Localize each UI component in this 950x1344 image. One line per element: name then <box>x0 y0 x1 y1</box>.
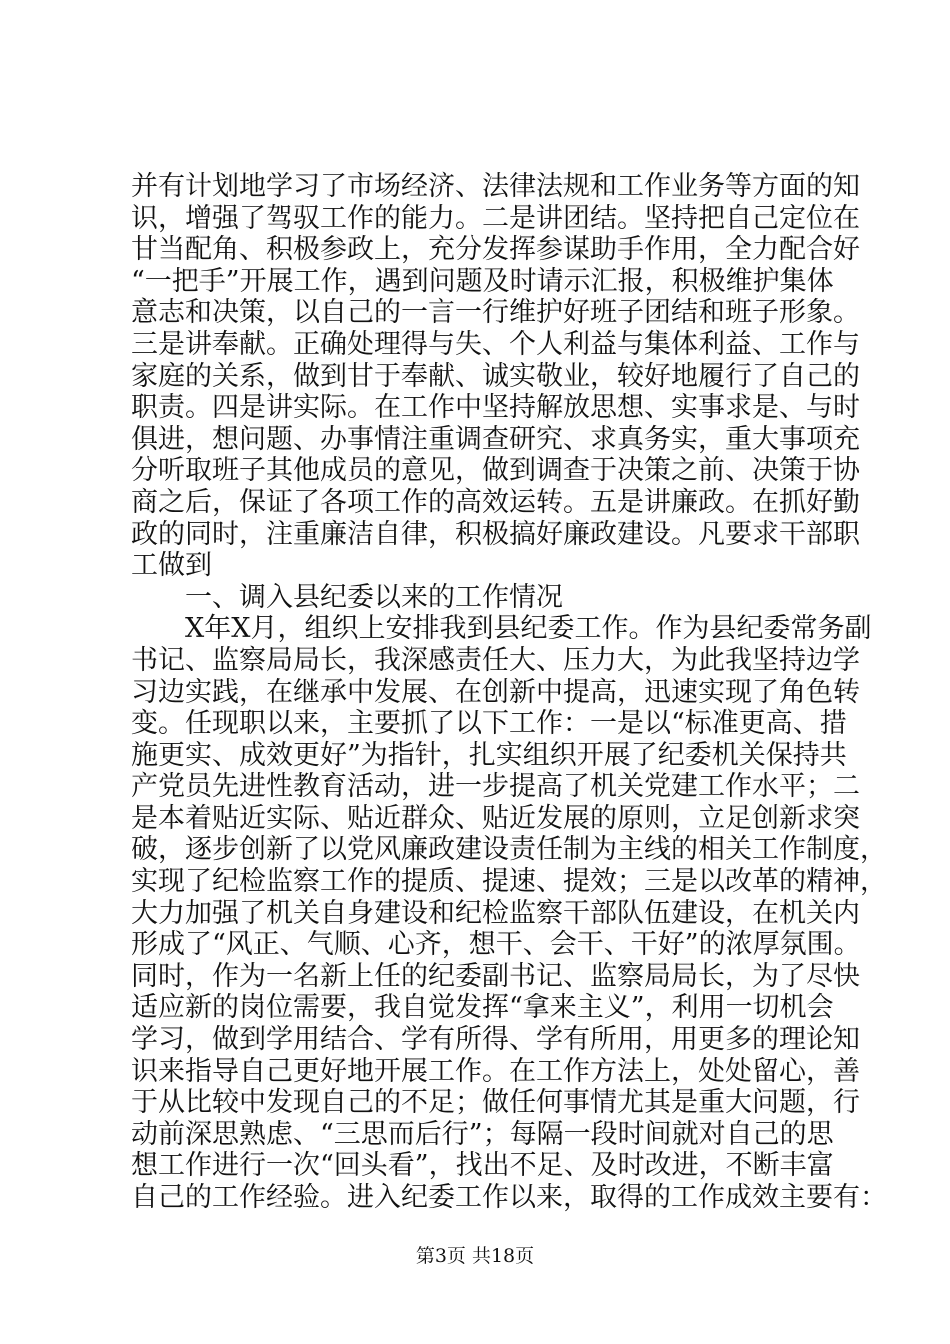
text-line: 商之后，保证了各项工作的高效运转。五是讲廉政。在抓好勤 <box>131 486 860 518</box>
body-text <box>131 171 887 1214</box>
text-line: 动前深思熟虑、“三思而后行”；每隔一段时间就对自己的思 <box>131 1118 834 1150</box>
text-line: 变。任现职以来，主要抓了以下工作：一是以“标准更高、措 <box>131 708 847 740</box>
text-line: 俱进，想问题、办事情注重调查研究、求真务实，重大事项充 <box>131 423 860 455</box>
text-line: 三是讲奉献。正确处理得与失、个人利益与集体利益、工作与 <box>131 328 860 360</box>
text-line: 同时，作为一名新上任的纪委副书记、监察局局长，为了尽快 <box>131 960 860 992</box>
text-line: 甘当配角、积极参政上，充分发挥参谋助手作用，全力配合好 <box>131 234 860 266</box>
text-line: 工做到 <box>131 550 212 582</box>
text-line: 学习，做到学用结合、学有所得、学有所用，用更多的理论知 <box>131 1024 860 1056</box>
page-footer: 第3页 共18页 <box>415 1245 535 1267</box>
text-line: 并有计划地学习了市场经济、法律法规和工作业务等方面的知 <box>131 171 860 202</box>
text-line: 是本着贴近实际、贴近群众、贴近发展的原则，立足创新求突 <box>131 802 860 834</box>
text-line: 识，增强了驾驭工作的能力。二是讲团结。坚持把自己定位在 <box>131 202 860 234</box>
text-line: 习边实践，在继承中发展、在创新中提高，迅速实现了角色转 <box>131 676 860 708</box>
text-line: 识来指导自己更好地开展工作。在工作方法上，处处留心，善 <box>131 1055 860 1087</box>
text-line: 意志和决策，以自己的一言一行维护好班子团结和班子形象。 <box>131 297 860 329</box>
text-line: “一把手”开展工作，遇到问题及时请示汇报，积极维护集体 <box>131 265 834 297</box>
text-line: 一、调入县纪委以来的工作情况 <box>131 581 563 613</box>
text-line: 形成了“风正、气顺、心齐，想干、会干、干好”的浓厚氛围。 <box>131 929 861 961</box>
text-line: 产党员先进性教育活动，进一步提高了机关党建工作水平；二 <box>131 771 860 803</box>
text-line: 想工作进行一次“回头看”，找出不足、及时改进，不断丰富 <box>131 1150 834 1182</box>
text-line: 分听取班子其他成员的意见，做到调查于决策之前、决策于协 <box>131 455 860 487</box>
text-line: X年X月，组织上安排我到县纪委工作。作为县纪委常务副 <box>131 613 872 645</box>
text-line: 书记、监察局局长，我深感责任大、压力大，为此我坚持边学 <box>131 644 860 676</box>
text-line: 于从比较中发现自己的不足；做任何事情尤其是重大问题，行 <box>131 1087 860 1119</box>
text-line: 自己的工作经验。进入纪委工作以来，取得的工作成效主要有： <box>131 1182 887 1213</box>
text-line: 适应新的岗位需要，我自觉发挥“拿来主义”，利用一切机会 <box>131 992 834 1024</box>
text-line: 实现了纪检监察工作的提质、提速、提效；三是以改革的精神， <box>131 866 887 898</box>
text-line: 大力加强了机关自身建设和纪检监察干部队伍建设，在机关内 <box>131 897 860 929</box>
text-line: 施更实、成效更好”为指针，扎实组织开展了纪委机关保持共 <box>131 739 847 771</box>
text-line: 家庭的关系，做到甘于奉献、诚实敬业，较好地履行了自己的 <box>131 360 860 392</box>
text-line: 破，逐步创新了以党风廉政建设责任制为主线的相关工作制度， <box>131 834 887 866</box>
text-line: 职责。四是讲实际。在工作中坚持解放思想、实事求是、与时 <box>131 392 860 424</box>
text-line: 政的同时，注重廉洁自律，积极搞好廉政建设。凡要求干部职 <box>131 518 860 550</box>
